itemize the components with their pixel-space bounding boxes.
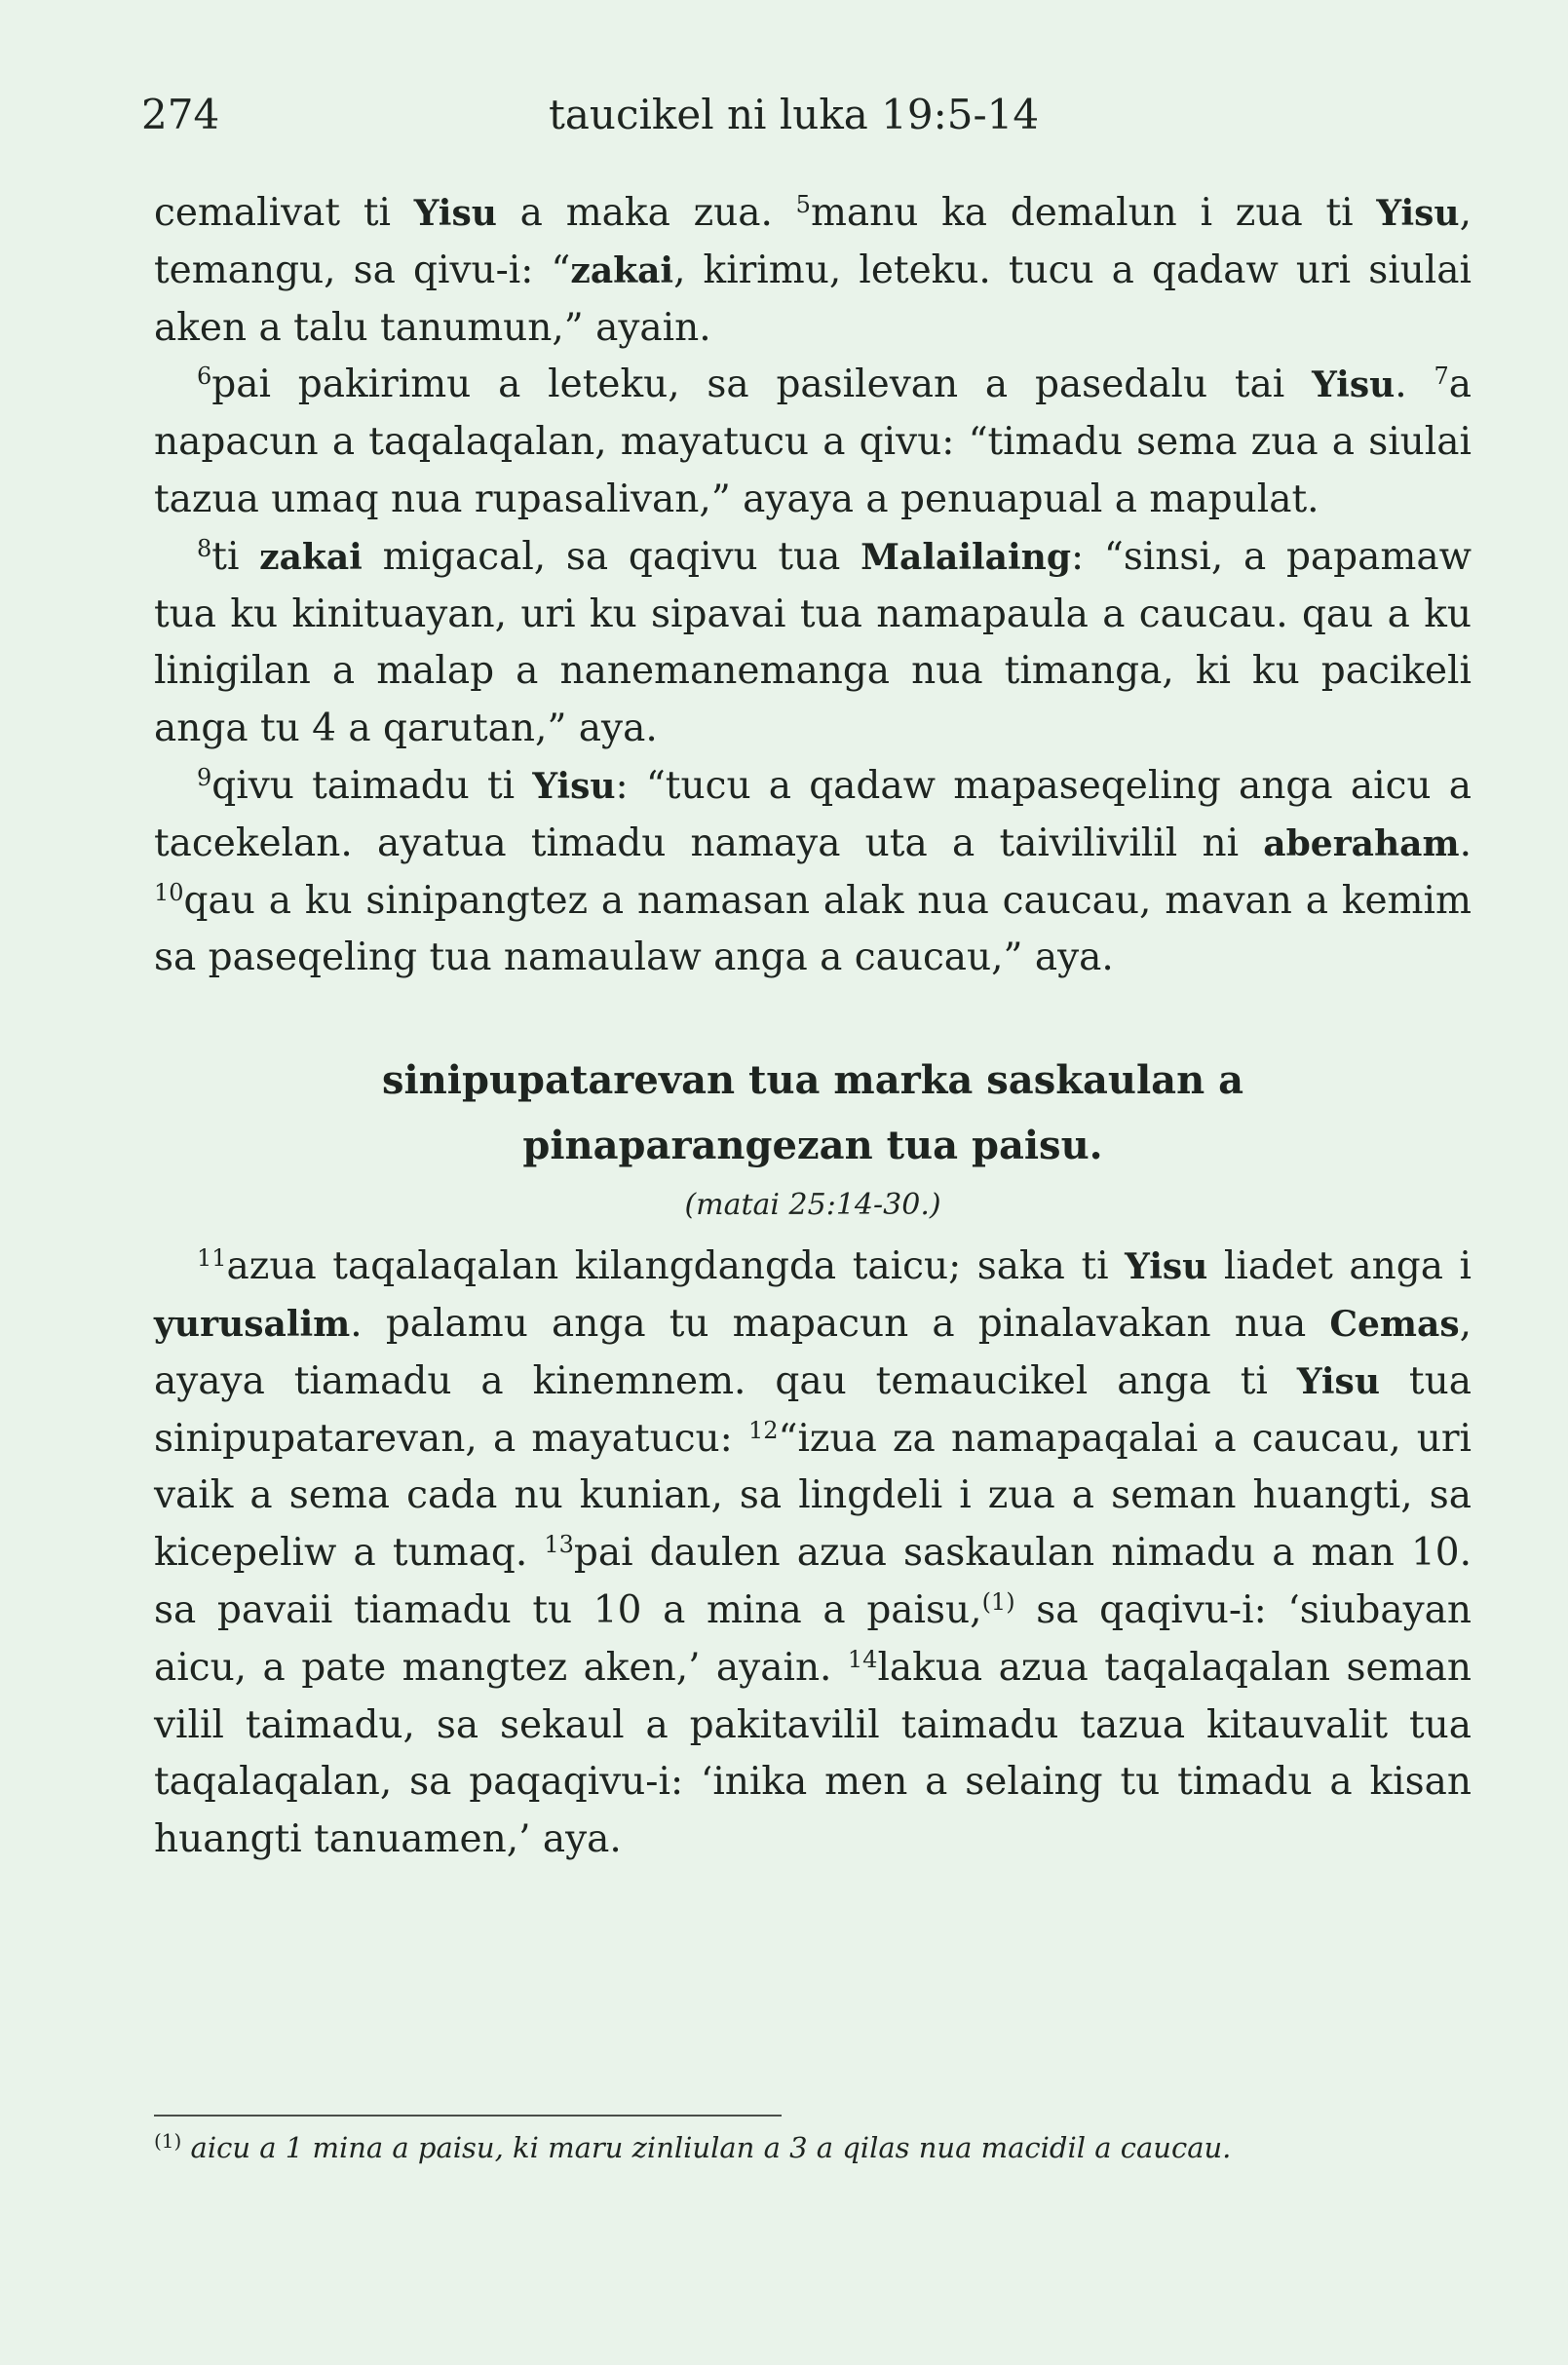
footnote-text: aicu a 1 mina a paisu, ki maru zinliulan a 3 a qilas nua macidil a caucau. [181, 2131, 1232, 2164]
page-header [141, 86, 1427, 144]
verse-number: 13 [544, 1531, 574, 1559]
verse-number: 11 [197, 1244, 227, 1273]
verse-number: 9 [197, 763, 212, 791]
body-text [154, 185, 1472, 1869]
verse-number: 12 [747, 1416, 779, 1444]
running-title: taucikel ni luka 19:5-14 [549, 91, 1040, 138]
footnote-divider [154, 2115, 782, 2117]
paragraph: $^8$ti zakai migacal, sa qaqivu tua Malailaing: “sinsi, a papamaw tua ku kinituayan, uri ku sipavai tua namapaula a caucau. qau a ku linigilan a malap a nanemanemanga nua timanga, ki ku pacikeli anga tu 4 a qarutan,” aya. [154, 534, 1472, 751]
verse-number: 10 [154, 878, 184, 906]
paragraph: cemalivat ti Yisu a maka zua. $^5$manu ka demalun i zua ti Yisu, temangu, sa qivu-i: “zakai, kirimu, leteku. tucu a qadaw uri siulai aken a talu tanumun,” ayain. [154, 191, 1472, 350]
footnote [154, 2124, 1472, 2172]
verse-number: 7 [1434, 362, 1449, 391]
paragraph: $^{11}$azua taqalaqalan kilangdangda taicu; saka ti Yisu liadet anga i yurusalim. palamu anga tu mapacun a pinalavakan nua Cemas, ayaya tiamadu a kinemnem. qau temaucikel anga ti Yisu tua sinipupatarevan, a mayatucu: $^{12}$“izua za namapaqalai a caucau, uri vaik a sema cada nu kunian, sa lingdeli i zua a seman huangti, sa kicepeliw a tumaq. $^{13}$pai daulen azua saskaulan nimadu a man 10. sa pavaii tiamadu tu 10 a mina a paisu,$^{(1)}$ sa qaqivu-i: ‘siubayan aicu, a pate mangtez aken,’ ayain. $^{14}$lakua azua taqalaqalan seman vilil taimadu, sa sekaul a pakitavilil taimadu tazua kitauvalit tua taqalaqalan, sa paqaqivu-i: ‘inika men a selaing tu timadu a kisan huangti tanuamen,’ aya. [154, 1244, 1472, 1862]
page-number: 274 [141, 91, 220, 138]
footnote-marker: (1) [981, 1587, 1015, 1616]
verse-number: 5 [795, 191, 811, 218]
section-heading [154, 1048, 1472, 1178]
cross-reference: (matai 25:14-30.) [684, 1188, 941, 1223]
section-heading-line: pinaparangezan tua paisu. [522, 1123, 1103, 1169]
section-heading-line: sinipupatarevan tua marka saskaulan a [381, 1057, 1243, 1104]
paragraph: $^9$qivu taimadu ti Yisu: “tucu a qadaw mapaseqeling anga aicu a tacekelan. ayatua timadu namaya uta a taivilivilil ni aberaham. $^{10}$qau a ku sinipangtez a namasan alak nua caucau, mavan a kemim sa paseqeling tua namaulaw anga a caucau,” aya. [154, 763, 1472, 980]
verse-number: 8 [197, 534, 212, 562]
verse-number: 6 [197, 362, 212, 391]
paragraph: $^6$pai pakirimu a leteku, sa pasilevan a pasedalu tai Yisu. $^7$a napacun a taqalaqalan, mayatucu a qivu: “timadu sema zua a siulai tazua umaq nua rupasalivan,” ayaya a penuapual a mapulat. [154, 362, 1472, 521]
footnote-number: (1) [154, 2129, 182, 2153]
verse-number: 14 [847, 1645, 878, 1673]
